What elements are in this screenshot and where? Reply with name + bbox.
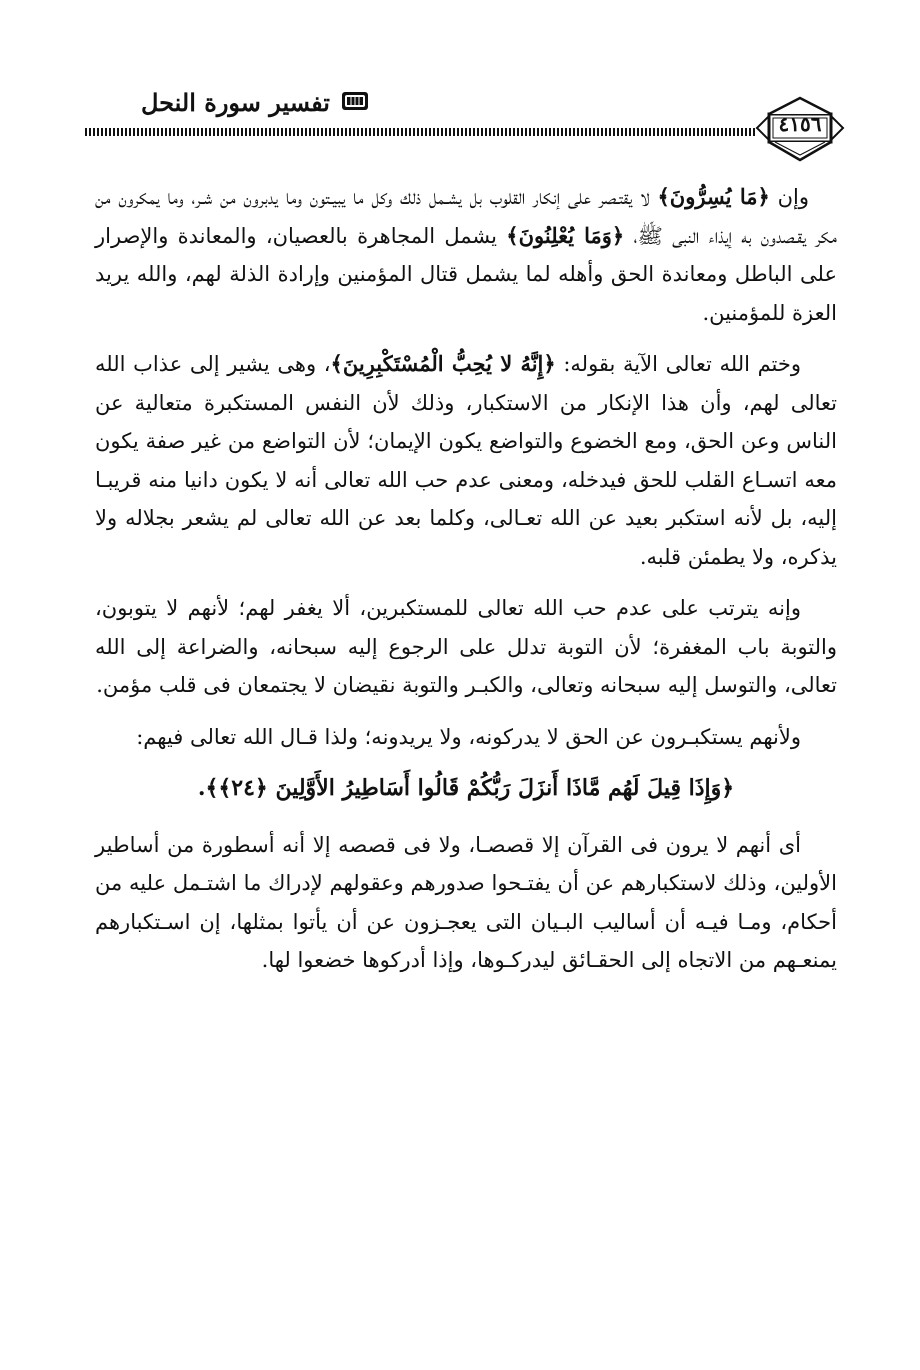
quran-quote: ﴿وَمَا يُعْلِنُونَ﴾ bbox=[506, 222, 625, 248]
paragraph-text: لا يقتـصر على إنكار القلوب بل يشـمل ذلك وكل ما يبيـتون وما يدبرون من شـر، وما يمكرون من مكر يقـصدون به إيذاء النبى ﷺ، bbox=[95, 185, 837, 248]
page-number: ٤١٥٦ bbox=[778, 112, 822, 136]
paragraph-text: ولأنهم يستكبـرون عن الحق لا يدركونه، ولا يريدونه؛ ولذا قـال الله تعالى فيهم: bbox=[136, 724, 801, 749]
paragraph bbox=[95, 178, 837, 332]
quran-quote: ﴿إِنَّهُ لا يُحِبُّ الْمُسْتَكْبِرِينَ﴾ bbox=[330, 351, 556, 376]
paragraph bbox=[95, 718, 837, 757]
quran-verse: ﴿وَإِذَا قِيلَ لَهُم مَّاذَا أَنزَلَ رَبُّكُمْ قَالُوا أَسَاطِيرُ الأَوَّلِينَ ﴿٢٤﴾﴾. bbox=[197, 775, 735, 801]
paragraph bbox=[95, 345, 837, 576]
page-body bbox=[95, 178, 837, 993]
quran-quote: ﴿مَا يُسِرُّونَ﴾ bbox=[657, 184, 770, 209]
page-header bbox=[80, 70, 840, 180]
header-rule bbox=[85, 128, 755, 136]
paragraph-text: يشمل المجاهرة بالعصيان، والمعاندة والإصرار على الباطل ومعاندة الحق وأهله لما يشمل قتال المؤمنين وإرادة الذلة لهم، والله يريد العزة للمؤمنين. bbox=[95, 223, 837, 325]
paragraph-text: وإن bbox=[769, 185, 810, 209]
paragraph-list bbox=[95, 178, 837, 756]
running-title: تفسير سورة النحل bbox=[141, 88, 330, 117]
closing-paragraph: أى أنهم لا يرون فى القرآن إلا قصصـا، ولا فى قصصه إلا أنه أسطورة من أساطير الأولين، وذلك لاستكبارهم عن أن يفتـحوا صدورهم وعقولهم لإدراك ما اشتـمل عليه من أحكام، ومـا فيـه أن أساليب البـيان التى يعجـزون عن أن يأتوا بمثلها، إن اسـتكبارهم يمنعـهم من الاتجاه إلى الحقـائق ليدركـوها، وإذا أدركوها خضعوا لها. bbox=[95, 832, 837, 972]
paragraph-text: ، وهى يشير إلى عذاب الله تعالى لهم، وأن هذا الإنكار من الاستكبار، وذلك لأن النفس المستكبرة متعالية عن الناس وعن الحق، ومع الخضوع والتواضع يكون الإيمان؛ لأن التواضع من غير صفة يكون معه اتسـاع القلب للحق فيدخله، ومعنى عدم حب الله تعالى أنه لا يكون دانيا منه قريبـا إليه، بل لأنه استكبر بعيد عن الله تعـالى، وكلما بعد عن الله تعالى لم يشعر بجلاله ولا يذكره، ولا يطمئن قلبه. bbox=[95, 352, 837, 569]
floral-ornament-icon bbox=[342, 90, 368, 112]
paragraph bbox=[95, 589, 837, 705]
paragraph-text: وإنه يترتب على عدم حب الله تعالى للمستكبرين، ألا يغفر لهم؛ لأنهم لا يتوبون، والتوبة باب المغفرة؛ لأن التوبة تدلل على الرجوع إليه سبحانه، والضراعة إلى الله تعالى، والتوسل إليه سبحانه وتعالى، والكبـر والتوبة نقيضان لا يجتمعان فى قلب مؤمن. bbox=[95, 596, 837, 697]
paragraph-text: وختم الله تعالى الآية بقوله: bbox=[555, 352, 802, 376]
